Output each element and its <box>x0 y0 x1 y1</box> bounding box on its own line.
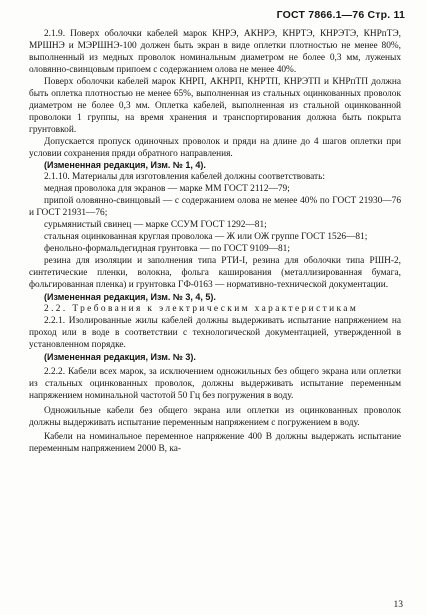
amendment-note: (Измененная редакция, Изм. № 3). <box>44 351 196 362</box>
paragraph-single-core: Одножильные кабели без общего экрана или оплетки из оцинкованных проволок должны выдерживать испытание переменным напряжением с погружением в воду. <box>29 405 401 428</box>
amendment-note: (Измененная редакция, Изм. № 3, 4, 5). <box>44 291 216 302</box>
document-body <box>29 29 401 456</box>
section-heading: 2.2. Требования к электрическим характеристикам <box>44 303 359 314</box>
amendment-note: (Измененная редакция, Изм. № 1, 4). <box>44 160 206 171</box>
paragraph-400v: Кабели на номинальное переменное напряжение 400 В должны выдержать испытание переменным напряжением 2000 В, ка- <box>29 432 401 455</box>
materials-item: стальная оцинкованная круглая проволока — Ж или ОЖ группе ГОСТ 1526—81; <box>44 232 368 243</box>
materials-item: резина для изоляции и заполнения типа РТИ-І, резина для оболочки типа РШН-2, синтетические пленки, волокна, фольга каширования (металлизированная бумага, фольгированная пленка) и грунтовка ГФ-0163 — нормативно-технической документации. <box>29 256 401 291</box>
paragraph-2-1-10: 2.1.10. Материалы для изготовления кабелей должны соответствовать: <box>44 172 325 183</box>
page-number: 13 <box>393 600 403 610</box>
standard-number: ГОСТ 7866.1—76 <box>276 9 365 21</box>
paragraph-2-1-9: 2.1.9. Поверх оболочки кабелей марок КНРЭ, АКНРЭ, КНРТЭ, КНРЭТЭ, КНРпТЭ, МРШНЭ и МЭРШНЭ-100 должен быть экран в виде оплетки плотностью не менее 80%, выполненный из медных проволок номинальным диаметром не более 0,3 мм, луженых оловянно-свинцовым припоем с содержанием олова не менее 40%. <box>29 29 401 75</box>
header-page-number: Стр. 11 <box>367 9 405 21</box>
materials-item: сурьмянистый свинец — марке ССУМ ГОСТ 1292—81; <box>44 220 267 231</box>
materials-item: фенольно-формальдегидная грунтовка — по ГОСТ 9109—81; <box>44 244 290 255</box>
page-header <box>277 9 405 21</box>
paragraph-2-2-2: 2.2.2. Кабели всех марок, за исключением одножильных без общего экрана или оплетки из стальных оцинкованных проволок, должны выдерживать испытание переменным напряжением номинальной частотой 50 Гц без погружения в воду. <box>29 366 401 401</box>
paragraph-braid: Поверх оболочки кабелей марок КНРП, АКНРП, КНРТП, КНРЭТП и КНРпТП должна быть оплетка плотностью не менее 65%, выполненная из стальных оцинкованных проволок диаметром не более 0,3 мм. Оплетка кабелей, выполненная из стальной оцинкованной проволоки 1 группы, на время хранения и транспортирования должна быть покрыта грунтовкой. <box>29 76 401 135</box>
paragraph-wire-skip: Допускается пропуск одиночных проволок и пряди на длине до 4 шагов оплетки при условии сохранения пряди обратного направления. <box>29 136 401 159</box>
materials-item: медная проволока для экранов — марке ММ ГОСТ 2112—79; <box>44 184 290 195</box>
paragraph-2-2-1: 2.2.1. Изолированные жилы кабелей должны выдерживать испытание напряжением на проход или в воде в соответствии с технологической документацией, утвержденной в установленном порядке. <box>29 315 401 350</box>
materials-item: припой оловянно-свинцовый — с содержанием олова не менее 40% по ГОСТ 21930—76 и ГОСТ 21931—76; <box>29 196 401 219</box>
